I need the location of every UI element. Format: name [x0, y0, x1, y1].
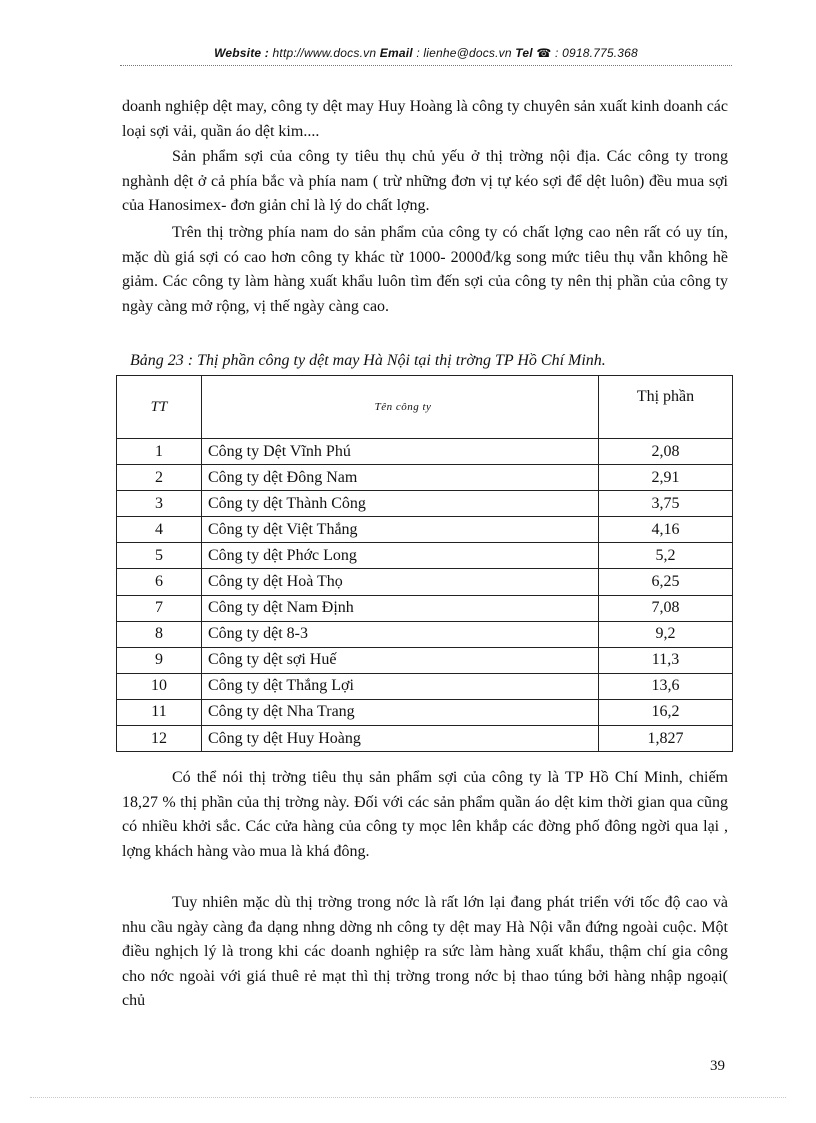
company-name: Công ty dệt Hoà Thọ	[202, 569, 599, 595]
market-share: 13,6	[599, 673, 733, 699]
market-share: 5,2	[599, 543, 733, 569]
paragraph-3: Trên thị trờng phía nam do sản phẩm của công ty có chất lợng cao nên rất có uy tín, mặc dù giá sợi có cao hơn công ty khác từ 1000- 2000đ/kg song mức tiêu thụ vẫn không hề giảm. Các công ty làm hàng xuất khẩu luôn tìm đến sợi của công ty nên thị phần của công ty ngày càng mở rộng, vị thế ngày càng cao.	[122, 224, 728, 315]
company-name: Công ty dệt Phớc Long	[202, 543, 599, 569]
telephone-icon: ☎	[536, 46, 552, 60]
tel-label: Tel	[515, 46, 533, 60]
company-name: Công ty dệt Nam Định	[202, 595, 599, 621]
email-value[interactable]: : lienhe@docs.vn	[416, 46, 512, 60]
company-name: Công ty dệt Đông Nam	[202, 465, 599, 491]
paragraph-2: Sản phẩm sợi của công ty tiêu thụ chủ yếu ở thị trờng nội địa. Các công ty trong nghành dệt ở cả phía bắc và phía nam ( trừ những đơn vị tự kéo sợi để dệt luôn) đều mua sợi của Hanosimex- đơn giản chỉ là lý do chất lợng.	[122, 148, 728, 215]
header-tt: TT	[117, 376, 202, 439]
company-name: Công ty Dệt Vĩnh Phú	[202, 439, 599, 465]
market-share-table	[116, 375, 733, 752]
table-row	[117, 726, 733, 752]
company-name: Công ty dệt Nha Trang	[202, 699, 599, 725]
company-name: Công ty dệt Thắng Lợi	[202, 673, 599, 699]
page-header	[120, 46, 732, 60]
company-name: Công ty dệt Thành Công	[202, 491, 599, 517]
market-share: 2,08	[599, 439, 733, 465]
table-row	[117, 621, 733, 647]
table-row	[117, 595, 733, 621]
table-body	[117, 439, 733, 752]
market-share: 6,25	[599, 569, 733, 595]
table-header-row	[117, 376, 733, 439]
email-label: Email	[379, 46, 413, 60]
table-row	[117, 543, 733, 569]
row-number: 4	[117, 517, 202, 543]
row-number: 9	[117, 647, 202, 673]
row-number: 7	[117, 595, 202, 621]
row-number: 6	[117, 569, 202, 595]
paragraph-1: doanh nghiệp dệt may, công ty dệt may Huy Hoàng là công ty chuyên sản xuất kinh doanh các loại sợi vải, quần áo dệt kim....	[122, 98, 728, 140]
company-name: Công ty dệt 8-3	[202, 621, 599, 647]
company-name: Công ty dệt sợi Huế	[202, 647, 599, 673]
table-row	[117, 465, 733, 491]
row-number: 3	[117, 491, 202, 517]
table-row	[117, 673, 733, 699]
table-row	[117, 439, 733, 465]
market-share: 2,91	[599, 465, 733, 491]
website-url[interactable]: http://www.docs.vn	[272, 46, 377, 60]
page-number: 39	[710, 1058, 725, 1074]
footer-divider	[30, 1097, 786, 1098]
table-row	[117, 647, 733, 673]
row-number: 1	[117, 439, 202, 465]
table-row	[117, 491, 733, 517]
row-number: 11	[117, 699, 202, 725]
row-number: 5	[117, 543, 202, 569]
market-share: 11,3	[599, 647, 733, 673]
company-name: Công ty dệt Việt Thắng	[202, 517, 599, 543]
company-name: Công ty dệt Huy Hoàng	[202, 726, 599, 752]
table-caption: Bảng 23 : Thị phần công ty dệt may Hà Nội tại thị trờng TP Hồ Chí Minh.	[130, 352, 606, 369]
market-share: 7,08	[599, 595, 733, 621]
table-row	[117, 569, 733, 595]
market-share: 4,16	[599, 517, 733, 543]
market-share: 16,2	[599, 699, 733, 725]
header-share: Thị phần	[599, 376, 733, 439]
website-label: Website :	[214, 46, 269, 60]
paragraph-4: Có thể nói thị trờng tiêu thụ sản phẩm sợi của công ty là TP Hồ Chí Minh, chiếm 18,27 % thị phần của thị trờng này. Đối với các sản phẩm quần áo dệt kim thời gian qua cũng có nhiều khởi sắc. Các cửa hàng của công ty mọc lên khắp các đờng phố đông ngời qua lại , lợng khách hàng vào mua là khá đông.	[122, 769, 728, 860]
row-number: 2	[117, 465, 202, 491]
tel-value: : 0918.775.368	[555, 46, 638, 60]
header-divider	[120, 65, 732, 66]
row-number: 8	[117, 621, 202, 647]
table-row	[117, 517, 733, 543]
header-company: Tên công ty	[202, 376, 599, 439]
paragraph-5: Tuy nhiên mặc dù thị trờng trong nớc là rất lớn lại đang phát triển với tốc độ cao và nhu cầu ngày càng đa dạng nhng dờng nh công ty dệt may Hà Nội vẫn đứng ngoài cuộc. Một điều nghịch lý là trong khi các doanh nghiệp ra sức làm hàng xuất khẩu, thậm chí gia công cho nớc ngoài với giá thuê rẻ mạt thì thị trờng trong nớc bị thao túng bởi hàng nhập ngoại( chủ	[122, 894, 728, 1010]
table-row	[117, 699, 733, 725]
market-share: 3,75	[599, 491, 733, 517]
row-number: 12	[117, 726, 202, 752]
row-number: 10	[117, 673, 202, 699]
market-share: 9,2	[599, 621, 733, 647]
market-share: 1,827	[599, 726, 733, 752]
